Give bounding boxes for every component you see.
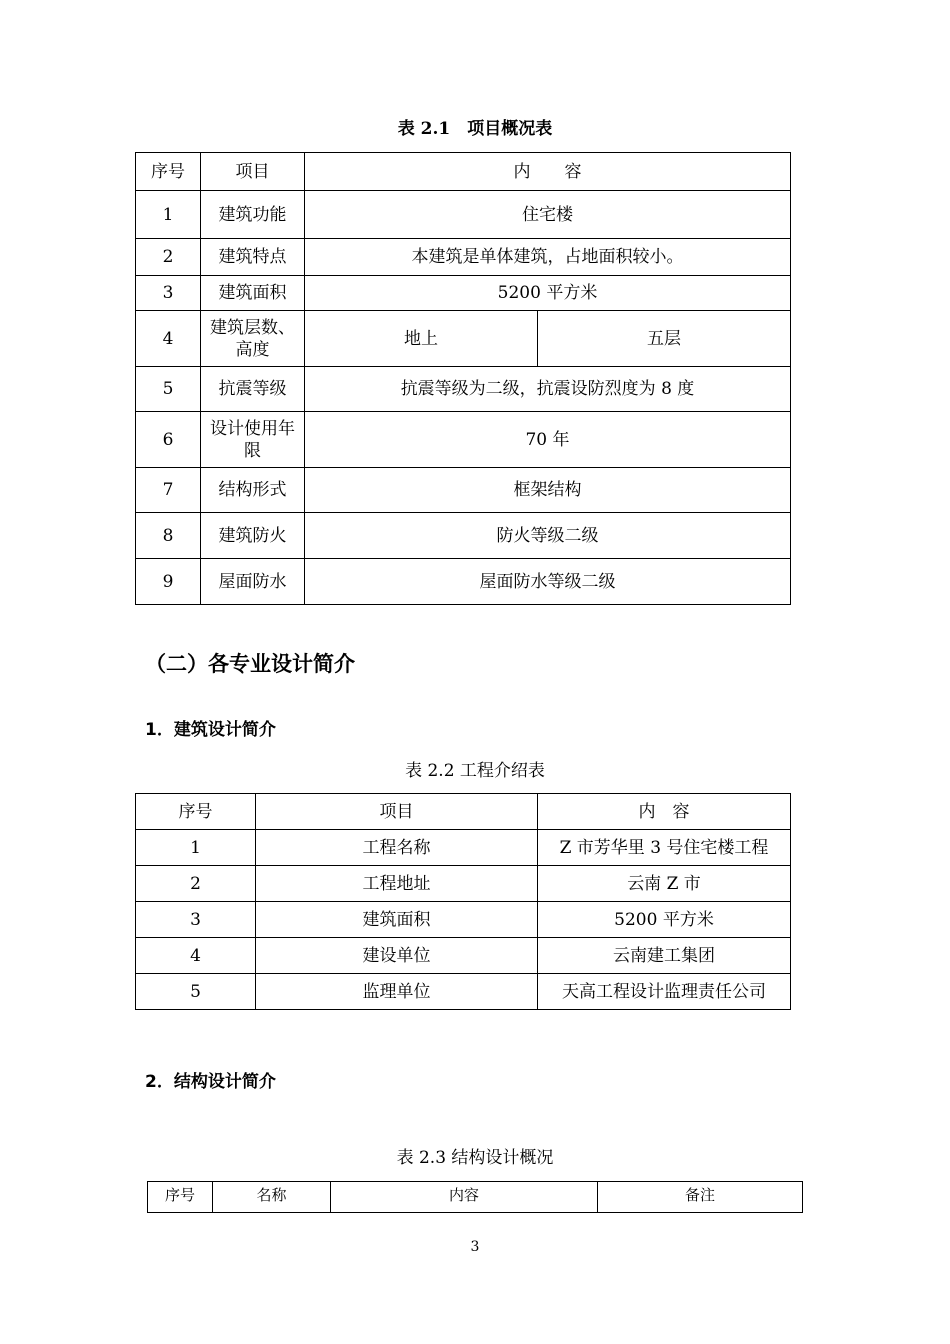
row-item: 屋面防水 (201, 559, 305, 605)
row-item: 工程名称 (256, 830, 538, 866)
row-content: 天高工程设计监理责任公司 (538, 974, 791, 1010)
table-row (136, 830, 791, 866)
table-row (136, 191, 791, 239)
table-row (136, 902, 791, 938)
row-content: 5200 平方米 (305, 276, 791, 311)
row-content: 屋面防水等级二级 (305, 559, 791, 605)
row-content: 云南建工集团 (538, 938, 791, 974)
table-row (136, 311, 791, 367)
row-content-b: 五层 (538, 311, 791, 367)
row-number: 6 (136, 412, 201, 468)
row-item: 建筑面积 (256, 902, 538, 938)
row-number: 7 (136, 468, 201, 513)
row-item: 建筑功能 (201, 191, 305, 239)
row-number: 1 (136, 191, 201, 239)
header-cell: 内 容 (305, 153, 791, 191)
row-item: 建筑层数、高度 (201, 311, 305, 367)
row-number: 2 (136, 239, 201, 276)
table-row (136, 866, 791, 902)
row-item: 监理单位 (256, 974, 538, 1010)
project-overview-table (135, 152, 791, 605)
structure-design-table (147, 1181, 803, 1213)
table-row (136, 974, 791, 1010)
header-cell: 项目 (201, 153, 305, 191)
row-number: 5 (136, 974, 256, 1010)
project-intro-table (135, 793, 791, 1010)
row-content: Z 市芳华里 3 号住宅楼工程 (538, 830, 791, 866)
subsection-heading-architecture: 1．建筑设计简介 (145, 720, 276, 740)
row-item: 建设单位 (256, 938, 538, 974)
row-content: 住宅楼 (305, 191, 791, 239)
page-number: 3 (470, 1239, 480, 1255)
row-number: 2 (136, 866, 256, 902)
table-row (136, 239, 791, 276)
table-row (136, 513, 791, 559)
row-item: 设计使用年限 (201, 412, 305, 468)
row-item: 工程地址 (256, 866, 538, 902)
subsection-heading-structure: 2．结构设计简介 (145, 1072, 276, 1092)
header-cell: 序号 (136, 153, 201, 191)
table-row (136, 468, 791, 513)
header-cell: 项目 (256, 794, 538, 830)
table-header-row (136, 153, 791, 191)
row-content: 云南 Z 市 (538, 866, 791, 902)
table-header-row (136, 794, 791, 830)
table1-caption: 表 2.1 项目概况表 (397, 119, 553, 139)
row-item: 结构形式 (201, 468, 305, 513)
row-content: 70 年 (305, 412, 791, 468)
header-cell: 内 容 (538, 794, 791, 830)
row-number: 1 (136, 830, 256, 866)
row-content: 5200 平方米 (538, 902, 791, 938)
table2-caption: 表 2.2 工程介绍表 (405, 761, 545, 781)
row-number: 3 (136, 902, 256, 938)
row-number: 4 (136, 938, 256, 974)
row-number: 9 (136, 559, 201, 605)
row-content: 防火等级二级 (305, 513, 791, 559)
row-content: 本建筑是单体建筑，占地面积较小。 (305, 239, 791, 276)
row-number: 4 (136, 311, 201, 367)
row-item: 抗震等级 (201, 367, 305, 412)
section-heading: （二）各专业设计简介 (145, 652, 355, 676)
header-cell: 内容 (331, 1182, 598, 1213)
table-row (136, 276, 791, 311)
row-content: 框架结构 (305, 468, 791, 513)
table-header-row (148, 1182, 803, 1213)
header-cell: 序号 (136, 794, 256, 830)
table-row (136, 938, 791, 974)
row-item: 建筑防火 (201, 513, 305, 559)
row-item: 建筑面积 (201, 276, 305, 311)
row-content: 抗震等级为二级，抗震设防烈度为 8 度 (305, 367, 791, 412)
table3-caption: 表 2.3 结构设计概况 (396, 1148, 554, 1168)
table-row (136, 367, 791, 412)
row-content-a: 地上 (305, 311, 538, 367)
row-number: 5 (136, 367, 201, 412)
row-item: 建筑特点 (201, 239, 305, 276)
header-cell: 名称 (213, 1182, 331, 1213)
table-row (136, 559, 791, 605)
table-row (136, 412, 791, 468)
header-cell: 序号 (148, 1182, 213, 1213)
row-number: 8 (136, 513, 201, 559)
header-cell: 备注 (598, 1182, 803, 1213)
row-number: 3 (136, 276, 201, 311)
